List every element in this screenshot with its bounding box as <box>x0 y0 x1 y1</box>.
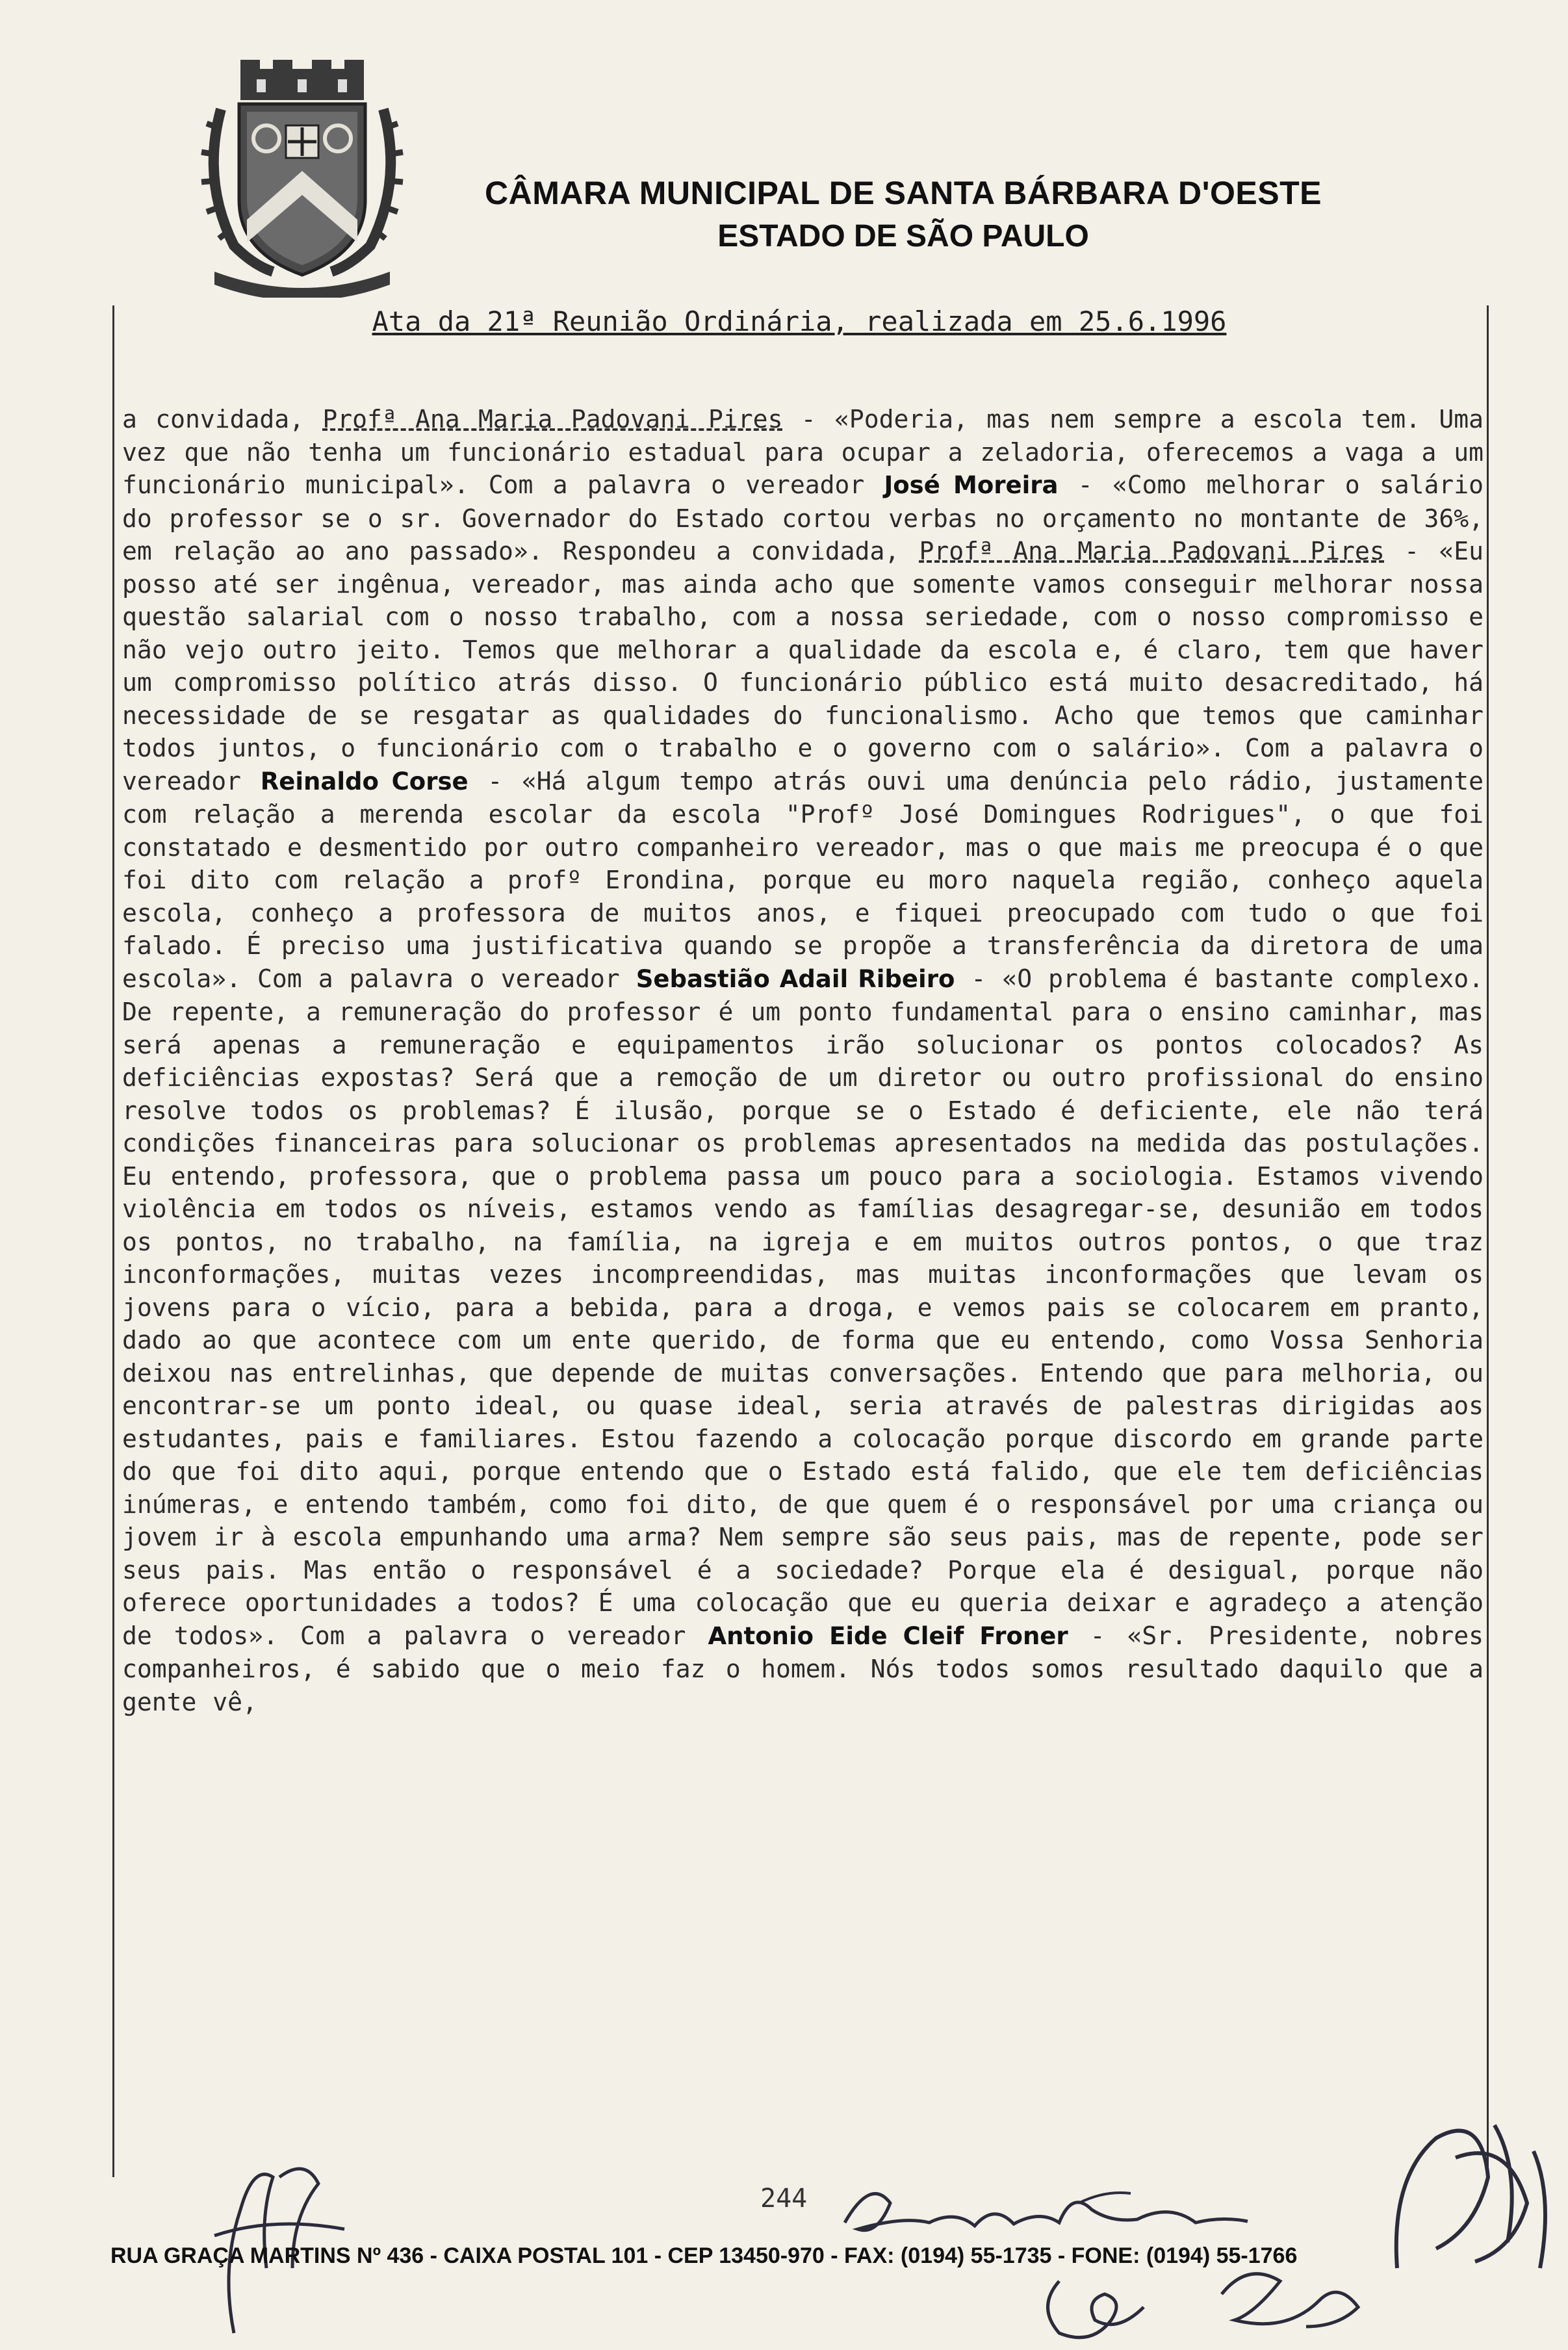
speaker-name: Profª Ana Maria Padovani Pires <box>919 537 1385 565</box>
municipal-crest-icon <box>195 57 409 298</box>
speaker-name: Reinaldo Corse <box>260 767 469 795</box>
footer-address: RUA GRAÇA MARTINS Nº 436 - CAIXA POSTAL 101 - CEP 13450-970 - FAX: (0194) 55-1735 - FONE: (0194) 55-1766 <box>110 2243 1298 2268</box>
institution-name: CÂMARA MUNICIPAL DE SANTA BÁRBARA D'OESTE <box>485 175 1322 211</box>
minutes-body <box>122 403 1484 1718</box>
speaker-name: Sebastião Adail Ribeiro <box>636 964 955 993</box>
speaker-name: Antonio Eide Cleif Froner <box>708 1621 1068 1650</box>
document-title: Ata da 21ª Reunião Ordinária, realizada em 25.6.1996 <box>372 305 1227 337</box>
speaker-name: José Moreira <box>884 471 1059 499</box>
signature-mark <box>832 2164 1287 2255</box>
signature-mark <box>1209 2255 1378 2346</box>
signature-mark <box>1033 2268 1170 2346</box>
speaker-name: Profª Ana Maria Padovani Pires <box>322 405 783 433</box>
signature-mark <box>195 2138 364 2346</box>
state-name: ESTADO DE SÃO PAULO <box>717 219 1089 253</box>
body-paragraph: a convidada, Profª Ana Maria Padovani Pires - «Poderia, mas nem sempre a escola tem. Uma vez que não tenha um funcionário estadual para ocupar a zeladoria, oferecemos a vaga a um funcionário municipal». Com a palavra o vereador José Moreira - «Como melhorar o salário do professor se o sr. Governador do Estado cortou verbas no orçamento no montante de 36%, em relação ao ano passado». Respondeu a convidada, Profª Ana Maria Padovani Pires - «Eu posso até ser ingênua, vereador, mas ainda acho que somente vamos conseguir melhorar nossa questão salarial com o nosso trabalho, com a nossa seriedade, com o nosso compromisso e não vejo outro jeito. Temos que melhorar a qualidade da escola e, é claro, tem que haver um compromisso político atrás disso. O funcionário público está muito desacreditado, há necessidade de se resgatar as qualidades do funcionalismo. Acho que temos que caminhar todos juntos, o funcionário com o trabalho e o governo com o salário». Com a palavra o vereador Reinaldo Corse - «Há algum tempo atrás ouvi uma denúncia pelo rádio, justamente com relação a merenda escolar da escola "Profº José Domingues Rodrigues", o que foi constatado e desmentido por outro companheiro vereador, mas o que mais me preocupa é o que foi dito com relação a profº Erondina, porque eu moro naquela região, conheço aquela escola, conheço a professora de muitos anos, e fiquei preocupado com tudo o que foi falado. É preciso uma justificativa quando se propõe a transferência da diretora de uma escola». Com a palavra o vereador Sebastião Adail Ribeiro - «O problema é bastante complexo. De repente, a remuneração do professor é um ponto fundamental para o ensino caminhar, mas será apenas a remuneração e equipamentos irão solucionar os pontos colocados? As deficiências expostas? Será que a remoção de um diretor ou outro profissional do ensino resolve todos os problemas? É ilusão, porque se o Estado é deficiente, ele não terá condições financeiras para solucionar os problemas apresentados na medida das postulações. Eu entendo, professora, que o problema passa um pouco para a sociologia. Estamos vivendo violência em todos os níveis, estamos vendo as famílias desagregar-se, desunião em todos os pontos, no trabalho, na família, na igreja e em muitos outros pontos, o que traz inconformações, muitas vezes incompreendidas, mas muitas inconformações que levam os jovens para o vício, para a bebida, para a droga, e vemos pais se colocarem em pranto, dado ao que acontece com um ente querido, de forma que eu entendo, como Vossa Senhoria deixou nas entrelinhas, que depende de muitas conversações. Entendo que para melhoria, ou encontrar-se um ponto ideal, ou quase ideal, seria através de palestras dirigidas aos estudantes, pais e familiares. Estou fazendo a colocação porque discordo em grande parte do que foi dito aqui, porque entendo que o Estado está falido, que ele tem deficiências inúmeras, e entendo também, como foi dito, de que quem é o responsável por uma criança ou jovem ir à escola empunhando uma arma? Nem sempre são seus pais, mas de repente, pode ser seus pais. Mas então o responsável é a sociedade? Porque ela é desigual, porque não oferece oportunidades a todos? É uma colocação que eu queria deixar e agradeço a atenção de todos». Com a palavra o vereador Antonio Eide Cleif Froner - «Sr. Presidente, nobres companheiros, é sabido que o meio faz o homem. Nós todos somos resultado daquilo que a gente vê, <box>122 405 1484 1716</box>
page-number: 244 <box>760 2184 808 2214</box>
